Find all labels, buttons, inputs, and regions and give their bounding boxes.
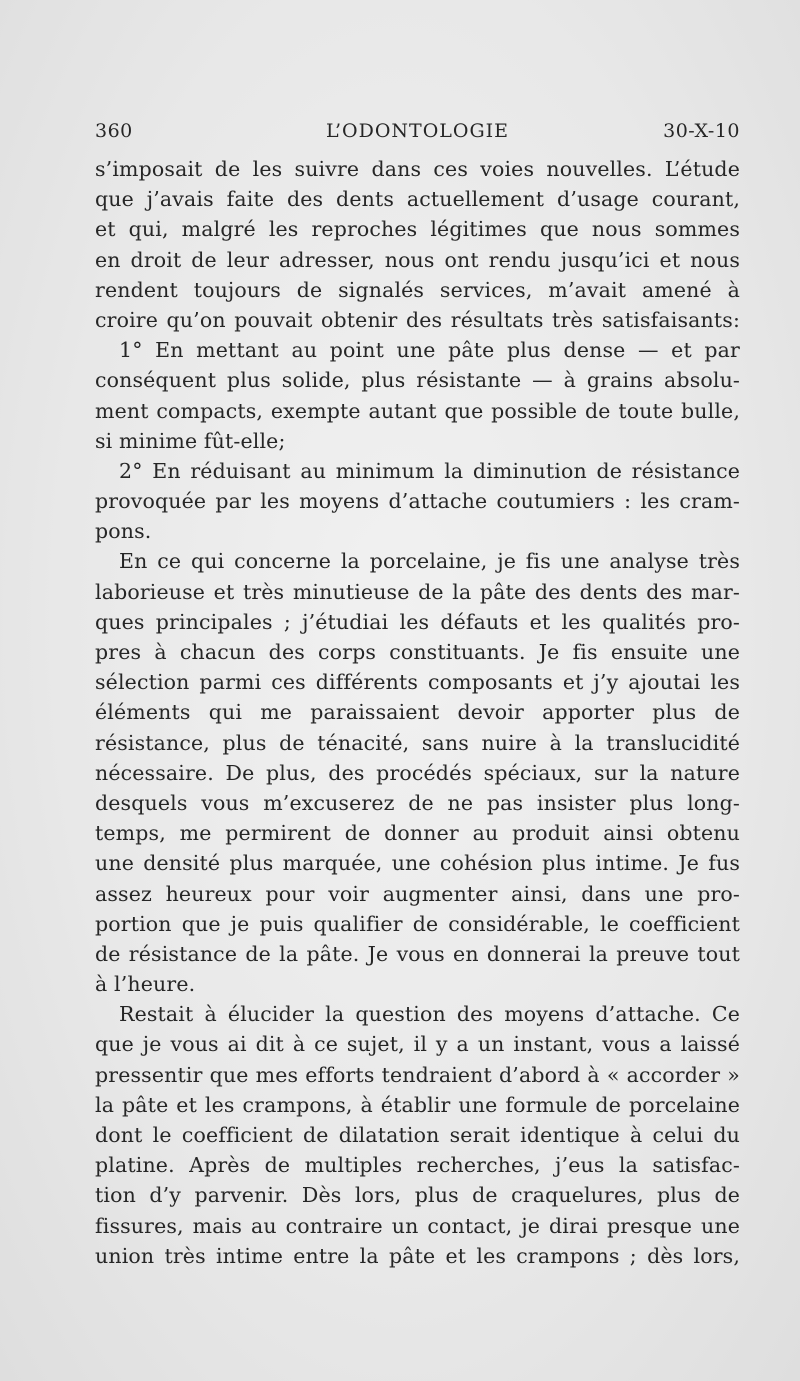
text-line: pressentir que mes efforts tendraient d’abord à « accorder » xyxy=(95,1062,740,1087)
text-line: une densité plus marquée, une cohésion plus intime. Je fus xyxy=(95,851,740,876)
text-line: fissures, mais au contraire un contact, je dirai presque une xyxy=(95,1213,740,1238)
text-line: laborieuse et très minutieuse de la pâte des dents des mar- xyxy=(95,579,740,604)
text-line: que je vous ai dit à ce sujet, il y a un instant, vous a laissé xyxy=(95,1032,740,1057)
text-line: sélection parmi ces différents composants et j’y ajoutai les xyxy=(95,670,740,695)
text-line: ques principales ; j’étudiai les défauts et les qualités pro- xyxy=(95,609,740,634)
text-line: portion que je puis qualifier de considérable, le coefficient xyxy=(95,911,740,936)
body-text xyxy=(95,154,740,1271)
text-line: provoquée par les moyens d’attache coutumiers : les cram- xyxy=(95,489,740,514)
text-line: En ce qui concerne la porcelaine, je fis une analyse très xyxy=(119,549,740,574)
text-line: résistance, plus de ténacité, sans nuire à la translucidité xyxy=(95,730,740,755)
issue-date: 30-X-10 xyxy=(663,120,740,142)
text-line: de résistance de la pâte. Je vous en donnerai la preuve tout xyxy=(95,941,740,966)
text-line: ment compacts, exempte autant que possible de toute bulle, xyxy=(95,398,740,423)
text-line: nécessaire. De plus, des procédés spéciaux, sur la nature xyxy=(95,760,740,785)
text-line: et qui, malgré les reproches légitimes que nous sommes xyxy=(95,217,740,242)
text-line: union très intime entre la pâte et les crampons ; dès lors, xyxy=(95,1243,740,1268)
text-line: que j’avais faite des dents actuellement d’usage courant, xyxy=(95,187,740,212)
text-line: s’imposait de les suivre dans ces voies nouvelles. L’étude xyxy=(95,157,740,181)
page-number: 360 xyxy=(95,120,133,142)
text-line: conséquent plus solide, plus résistante — à grains absolu- xyxy=(95,368,740,393)
text-line: dont le coefficient de dilatation serait identique à celui du xyxy=(95,1123,740,1147)
text-line: tion d’y parvenir. Dès lors, plus de craquelures, plus de xyxy=(95,1183,740,1208)
journal-title: L’ODONTOLOGIE xyxy=(325,120,510,142)
text-line: croire qu’on pouvait obtenir des résultats très satisfaisants: xyxy=(95,307,740,332)
text-line: Restait à élucider la question des moyens d’attache. Ce xyxy=(119,1002,740,1027)
text-line: temps, me permirent de donner au produit ainsi obtenu xyxy=(95,821,740,846)
text-line: assez heureux pour voir augmenter ainsi, dans une pro- xyxy=(95,881,740,906)
text-line: rendent toujours de signalés services, m’avait amené à xyxy=(95,277,740,302)
text-line: la pâte et les crampons, à établir une formule de porcelaine xyxy=(95,1092,740,1117)
text-line: 2° En réduisant au minimum la diminution de résistance xyxy=(119,458,740,483)
text-line: si minime fût-elle; xyxy=(95,428,286,453)
text-line: pons. xyxy=(95,519,152,544)
running-head xyxy=(95,120,740,146)
text-line: 1° En mettant au point une pâte plus dense — et par xyxy=(119,338,740,363)
text-line: pres à chacun des corps constituants. Je fis ensuite une xyxy=(95,640,740,664)
text-line: en droit de leur adresser, nous ont rendu jusqu’ici et nous xyxy=(95,247,740,272)
text-line: platine. Après de multiples recherches, j’eus la satisfac- xyxy=(95,1153,740,1178)
text-line: à l’heure. xyxy=(95,972,196,997)
text-line: desquels vous m’excuserez de ne pas insister plus long- xyxy=(95,790,740,815)
text-line: éléments qui me paraissaient devoir apporter plus de xyxy=(95,700,740,725)
